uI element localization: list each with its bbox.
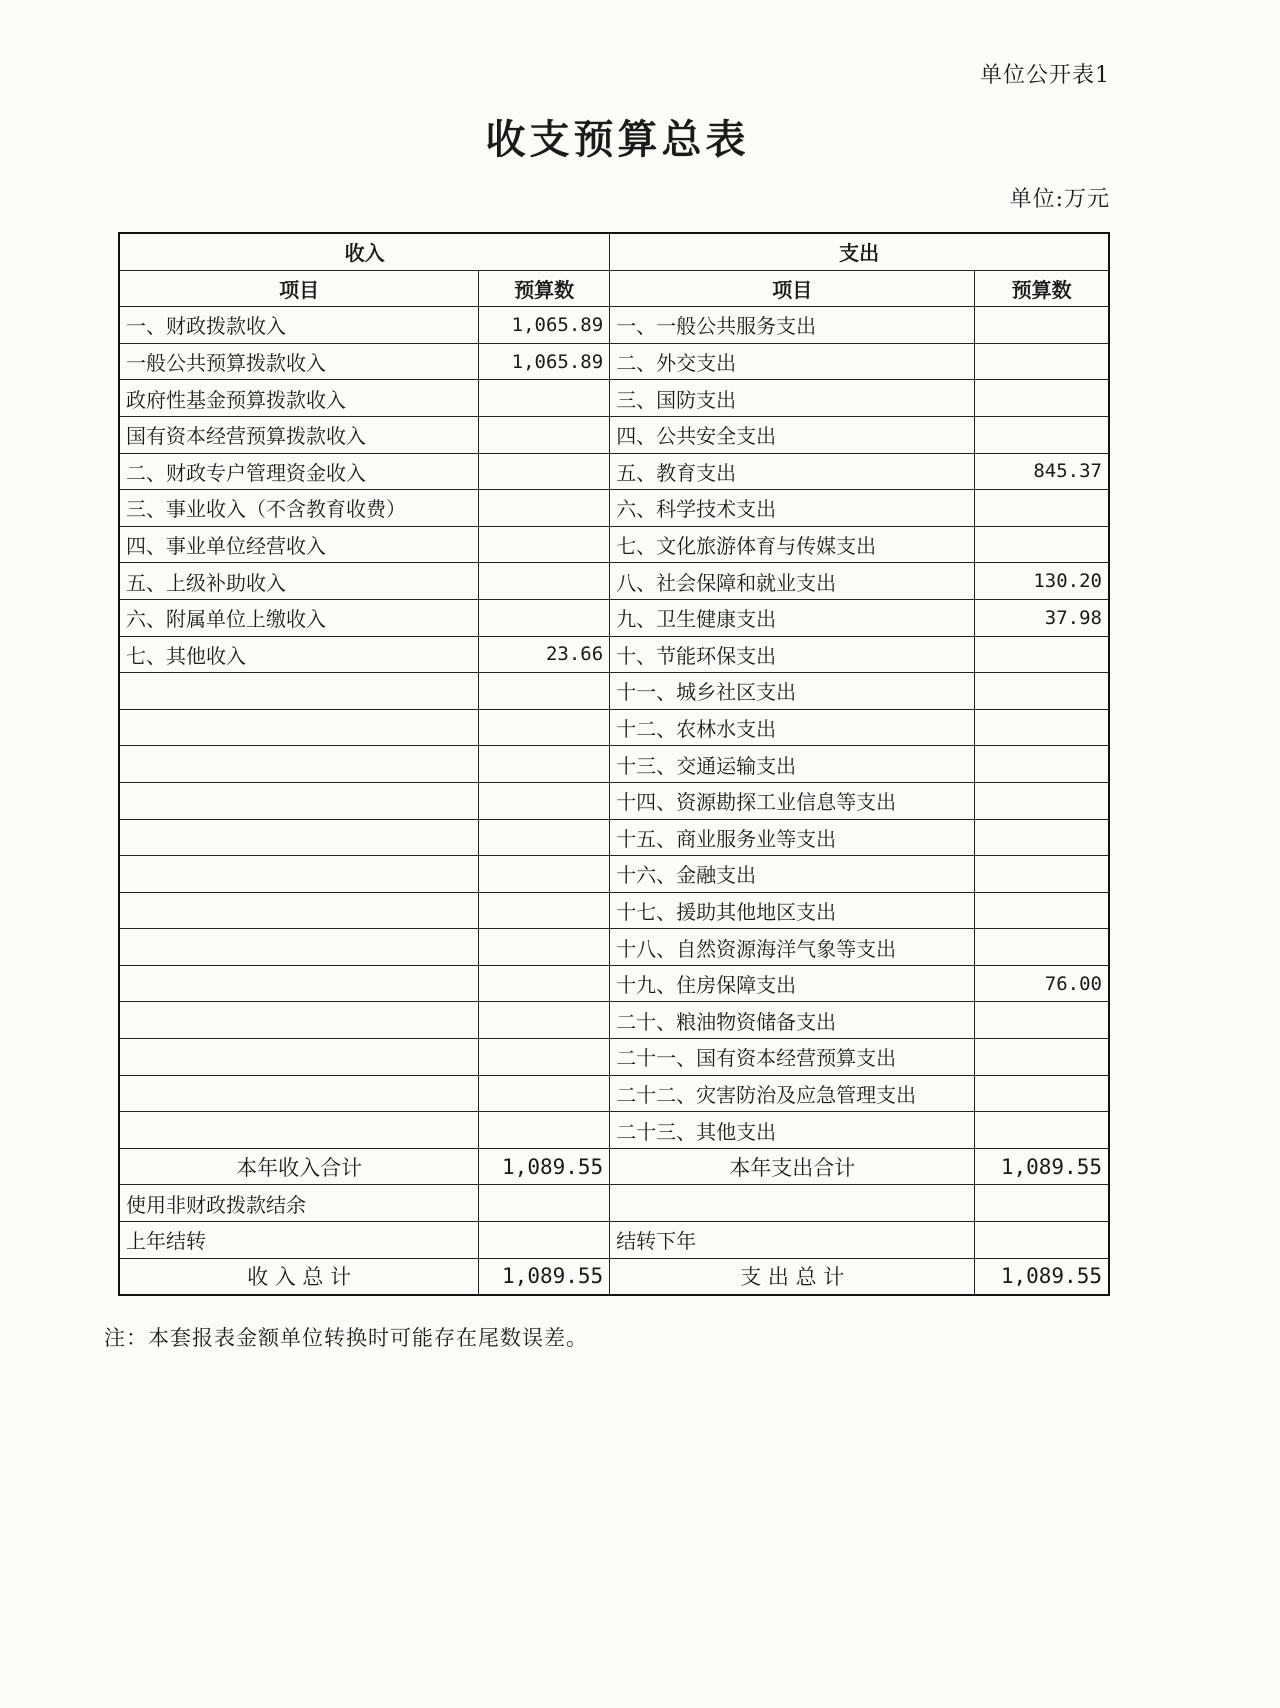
group-header-row <box>119 233 1109 270</box>
table-row <box>119 709 1109 746</box>
table-row <box>119 1002 1109 1039</box>
table-row <box>119 343 1109 380</box>
expense-amount <box>975 782 1109 819</box>
expense-amount <box>975 1002 1109 1039</box>
income-item <box>119 746 479 783</box>
income-item <box>119 1112 479 1149</box>
income-item <box>119 782 479 819</box>
expense-item: 十、节能环保支出 <box>610 636 975 673</box>
income-item: 三、事业收入（不含教育收费） <box>119 490 479 527</box>
expense-item: 五、教育支出 <box>610 453 975 490</box>
expense-amount <box>975 416 1109 453</box>
income-item: 一、财政拨款收入 <box>119 307 479 344</box>
year-total-row <box>119 1148 1109 1185</box>
income-amount <box>479 1112 610 1149</box>
expense-item: 二十、粮油物资储备支出 <box>610 1002 975 1039</box>
income-amount: 23.66 <box>479 636 610 673</box>
table-footer <box>119 1148 1109 1295</box>
table-body <box>119 307 1109 1149</box>
table-row <box>119 599 1109 636</box>
income-amount <box>479 599 610 636</box>
income-item <box>119 1002 479 1039</box>
expense-item: 十九、住房保障支出 <box>610 965 975 1002</box>
income-item <box>119 1039 479 1076</box>
expense-amount <box>975 892 1109 929</box>
income-amount <box>479 892 610 929</box>
income-item <box>119 673 479 710</box>
table-row <box>119 965 1109 1002</box>
income-amount <box>479 380 610 417</box>
expense-grand-total-label: 支 出 总 计 <box>610 1258 975 1295</box>
income-amount <box>479 490 610 527</box>
form-code-label: 单位公开表1 <box>980 63 1110 88</box>
expense-amount <box>975 526 1109 563</box>
table-row <box>119 453 1109 490</box>
income-grand-total-amount: 1,089.55 <box>479 1258 610 1295</box>
expense-amount <box>975 673 1109 710</box>
table-row <box>119 307 1109 344</box>
budget-summary-table <box>118 232 1110 1296</box>
income-item <box>119 709 479 746</box>
income-item: 四、事业单位经营收入 <box>119 526 479 563</box>
expense-item: 一、一般公共服务支出 <box>610 307 975 344</box>
income-amount: 1,065.89 <box>479 343 610 380</box>
expense-item: 三、国防支出 <box>610 380 975 417</box>
expense-item: 十六、金融支出 <box>610 856 975 893</box>
expense-amount <box>975 929 1109 966</box>
expense-amount <box>975 1222 1109 1259</box>
expense-item: 二十一、国有资本经营预算支出 <box>610 1039 975 1076</box>
expense-item: 二十二、灾害防治及应急管理支出 <box>610 1075 975 1112</box>
grand-total-row <box>119 1258 1109 1295</box>
income-item: 七、其他收入 <box>119 636 479 673</box>
table-row <box>119 673 1109 710</box>
expense-item: 结转下年 <box>610 1222 975 1259</box>
footnote: 注：本套报表金额单位转换时可能存在尾数误差。 <box>104 1326 588 1350</box>
income-item <box>119 856 479 893</box>
table-row <box>119 416 1109 453</box>
expense-item: 二十三、其他支出 <box>610 1112 975 1149</box>
table-row <box>119 819 1109 856</box>
expense-item <box>610 1185 975 1222</box>
table-row <box>119 1185 1109 1222</box>
table-row <box>119 636 1109 673</box>
income-amount <box>479 453 610 490</box>
expense-amount <box>975 343 1109 380</box>
income-amount <box>479 673 610 710</box>
table-row <box>119 1112 1109 1149</box>
expense-item: 四、公共安全支出 <box>610 416 975 453</box>
income-amount <box>479 416 610 453</box>
expense-item: 十四、资源勘探工业信息等支出 <box>610 782 975 819</box>
income-amount <box>479 929 610 966</box>
income-amount <box>479 563 610 600</box>
expense-amount <box>975 380 1109 417</box>
expense-amount <box>975 490 1109 527</box>
expense-item: 七、文化旅游体育与传媒支出 <box>610 526 975 563</box>
expense-amount <box>975 636 1109 673</box>
expense-amount <box>975 1039 1109 1076</box>
income-amount <box>479 1002 610 1039</box>
table-row <box>119 1222 1109 1259</box>
income-amount <box>479 1075 610 1112</box>
expense-item: 二、外交支出 <box>610 343 975 380</box>
unit-label: 单位:万元 <box>1009 187 1110 212</box>
income-item: 国有资本经营预算拨款收入 <box>119 416 479 453</box>
expense-amount-header: 预算数 <box>975 270 1109 307</box>
income-item <box>119 1075 479 1112</box>
table-row <box>119 490 1109 527</box>
income-amount <box>479 819 610 856</box>
table-row <box>119 1075 1109 1112</box>
table-row <box>119 782 1109 819</box>
table-row <box>119 892 1109 929</box>
income-item <box>119 929 479 966</box>
table-row <box>119 380 1109 417</box>
expense-item: 十八、自然资源海洋气象等支出 <box>610 929 975 966</box>
income-amount <box>479 1222 610 1259</box>
expense-item: 九、卫生健康支出 <box>610 599 975 636</box>
income-item <box>119 819 479 856</box>
income-item: 一般公共预算拨款收入 <box>119 343 479 380</box>
table-row <box>119 1039 1109 1076</box>
expense-amount <box>975 1075 1109 1112</box>
expense-group-header: 支出 <box>610 233 1109 270</box>
expense-item: 十三、交通运输支出 <box>610 746 975 783</box>
income-amount <box>479 709 610 746</box>
income-item <box>119 892 479 929</box>
expense-item: 八、社会保障和就业支出 <box>610 563 975 600</box>
expense-item: 十二、农林水支出 <box>610 709 975 746</box>
income-amount <box>479 965 610 1002</box>
table-row <box>119 929 1109 966</box>
expense-item: 十一、城乡社区支出 <box>610 673 975 710</box>
income-item: 政府性基金预算拨款收入 <box>119 380 479 417</box>
income-amount <box>479 526 610 563</box>
income-amount: 1,065.89 <box>479 307 610 344</box>
income-year-total-label: 本年收入合计 <box>119 1148 479 1185</box>
income-group-header: 收入 <box>119 233 610 270</box>
table-row <box>119 526 1109 563</box>
expense-amount <box>975 746 1109 783</box>
income-amount <box>479 1039 610 1076</box>
column-header-row <box>119 270 1109 307</box>
expense-grand-total-amount: 1,089.55 <box>975 1258 1109 1295</box>
expense-amount: 37.98 <box>975 599 1109 636</box>
expense-amount <box>975 819 1109 856</box>
income-amount <box>479 782 610 819</box>
expense-amount <box>975 709 1109 746</box>
income-item: 使用非财政拨款结余 <box>119 1185 479 1222</box>
table-row <box>119 856 1109 893</box>
expense-amount: 130.20 <box>975 563 1109 600</box>
income-amount <box>479 746 610 783</box>
income-year-total-amount: 1,089.55 <box>479 1148 610 1185</box>
income-item: 上年结转 <box>119 1222 479 1259</box>
expense-amount <box>975 307 1109 344</box>
income-item: 二、财政专户管理资金收入 <box>119 453 479 490</box>
expense-amount: 845.37 <box>975 453 1109 490</box>
page-title: 收支预算总表 <box>485 116 750 163</box>
income-item: 六、附属单位上缴收入 <box>119 599 479 636</box>
table-row <box>119 563 1109 600</box>
income-item: 五、上级补助收入 <box>119 563 479 600</box>
expense-year-total-amount: 1,089.55 <box>975 1148 1109 1185</box>
expense-item-header: 项目 <box>610 270 975 307</box>
expense-amount <box>975 856 1109 893</box>
income-item <box>119 965 479 1002</box>
income-amount <box>479 856 610 893</box>
expense-amount <box>975 1112 1109 1149</box>
income-amount-header: 预算数 <box>479 270 610 307</box>
expense-amount: 76.00 <box>975 965 1109 1002</box>
expense-year-total-label: 本年支出合计 <box>610 1148 975 1185</box>
expense-amount <box>975 1185 1109 1222</box>
income-item-header: 项目 <box>119 270 479 307</box>
income-grand-total-label: 收 入 总 计 <box>119 1258 479 1295</box>
expense-item: 十五、商业服务业等支出 <box>610 819 975 856</box>
income-amount <box>479 1185 610 1222</box>
table-row <box>119 746 1109 783</box>
expense-item: 十七、援助其他地区支出 <box>610 892 975 929</box>
expense-item: 六、科学技术支出 <box>610 490 975 527</box>
